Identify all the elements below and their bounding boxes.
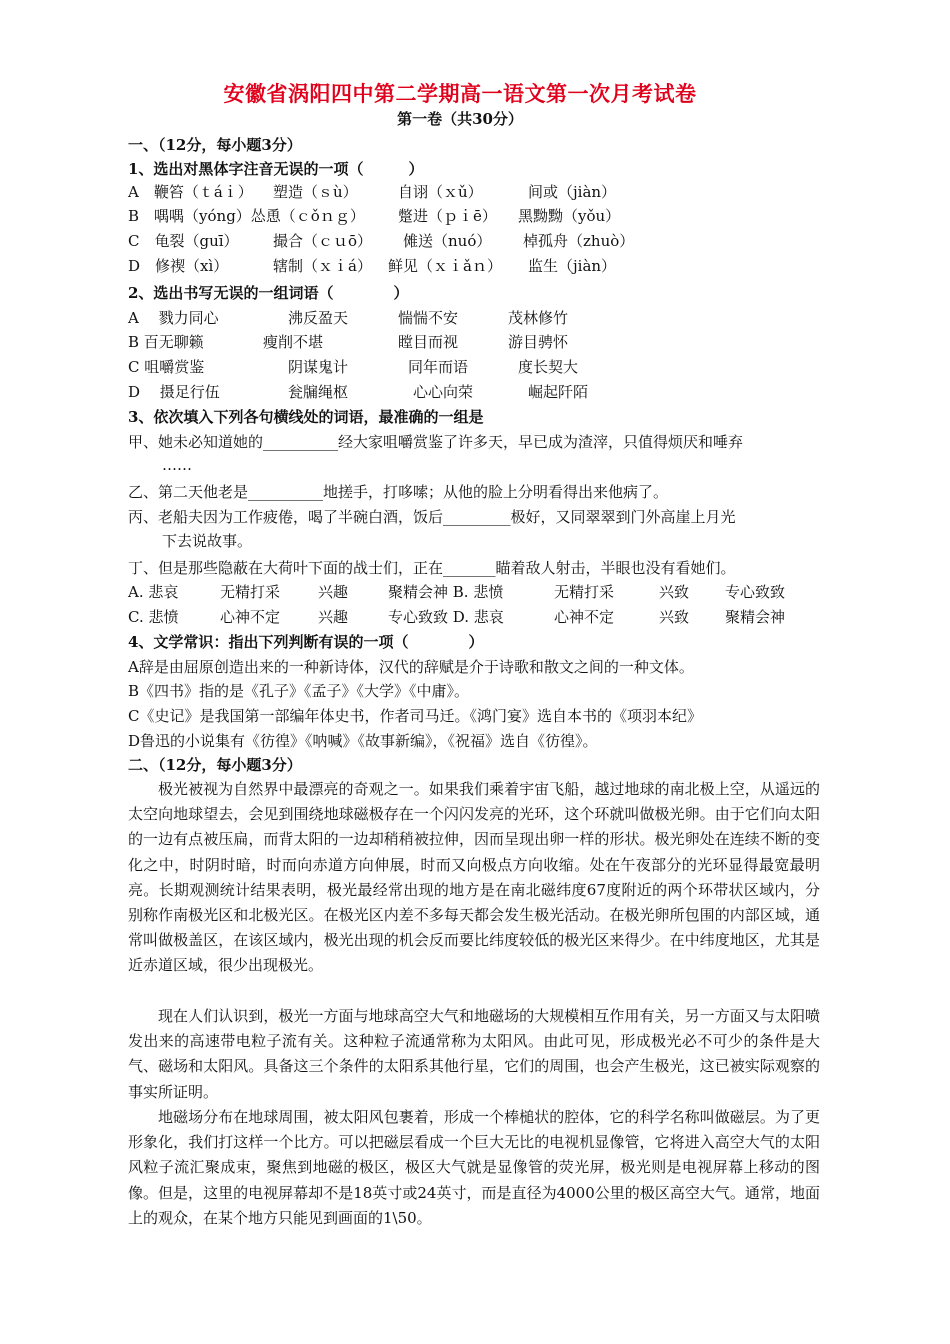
- q3-sentence-bing-cont: 下去说故事。: [162, 532, 253, 550]
- q2-c-item: C 咀嚼赏鉴: [128, 358, 205, 376]
- q1-option-d: [128, 254, 616, 278]
- q3-sentence-ding: 丁、但是那些隐蔽在大荷叶下面的战士们，正在_______瞄着敌人射击，半眼也没有看她们。: [128, 559, 736, 577]
- q2-d-item: D 摄足行伍: [128, 383, 220, 401]
- q3-opt: A. 悲哀: [128, 583, 179, 601]
- q1-a-item: A 鞭笞（ｔáｉ）: [128, 183, 253, 201]
- q4-option-c: C《史记》是我国第一部编年体史书，作者司马迁。《鸿门宴》选自本书的《项羽本纪》: [128, 707, 702, 725]
- q3-sentence-yi: 乙、第二天他老是__________地搓手，打哆嗦；从他的脸上分明看得出来他病了。: [128, 483, 669, 501]
- q3-options-ab: [128, 580, 785, 604]
- question-4-stem: 4、文学常识：指出下列判断有误的一项（ ）: [128, 633, 484, 651]
- q1-b-item: B 喁喁（yóng）怂恿（ｃǒｎｇ）: [128, 207, 365, 225]
- q4-option-a: A辞是由屈原创造出来的一种新诗体，汉代的辞赋是介于诗歌和散文之间的一种文体。: [128, 658, 694, 676]
- q1-c-item: 棹孤舟（zhuò）: [523, 232, 635, 250]
- q1-c-item: 傩送（nuó）: [403, 232, 492, 250]
- q1-option-c: [128, 229, 634, 253]
- q2-c-item: 同年而语: [408, 358, 469, 376]
- q2-a-item: 沸反盈天: [288, 309, 349, 327]
- q2-a-item: 茂林修竹: [508, 309, 569, 327]
- q2-b-item: B 百无聊籁: [128, 333, 204, 351]
- q2-b-item: 瞠目而视: [398, 333, 459, 351]
- section-1-heading: 一、（12分，每小题3分）: [128, 136, 302, 154]
- q3-opt: 兴致: [659, 583, 690, 601]
- q1-option-b: [128, 204, 620, 228]
- q3-sentence-jia: 甲、她未必知道她的__________经大家咀嚼赏鉴了许多天，早已成为渣滓，只值得烦厌和唾弃: [128, 433, 744, 451]
- q3-sentence-jia-cont: ……: [162, 456, 192, 474]
- q1-c-item: C 龟裂（guī）: [128, 232, 239, 250]
- q3-opt: 兴趣: [318, 583, 349, 601]
- q2-option-b: [128, 330, 568, 354]
- q3-opt: 无精打采: [554, 583, 615, 601]
- q2-b-item: 瘦削不堪: [263, 333, 324, 351]
- q1-d-item: 鲜见（ｘｉǎｎ）: [388, 257, 502, 275]
- q1-a-item: 间或（jiàn）: [528, 183, 617, 201]
- q2-a-item: 惴惴不安: [398, 309, 459, 327]
- reading-paragraph-1: 极光被视为自然界中最漂亮的奇观之一。如果我们乘着宇宙飞船，越过地球的南北极上空，从遥远的太空向地球望去，会见到围绕地球磁极存在一个闪闪发亮的光环，这个环就叫做极光卵。由于它们向太阳的一边有点被压扁，而背太阳的一边却稍稍被拉伸，因而呈现出卵一样的形状。极光卵处在连续不断的变化之中，时阴时暗，时而向赤道方向伸展，时而又向极点方向收缩。处在午夜部分的光环显得最宽最明亮。长期观测统计结果表明，极光最经常出现的地方是在南北磁纬度67度附近的两个环带状区域内，分别称作南极光区和北极光区。在极光区内差不多每天都会发生极光活动。在极光卵所包围的内部区域，通常叫做极盖区，在该区域内，极光出现的机会反而要比纬度较低的极光区来得少。在中纬度地区，尤其是近赤道区域，很少出现极光。: [128, 780, 820, 975]
- q2-option-c: [128, 355, 578, 379]
- question-1-stem: 1、选出对黑体字注音无误的一项（ ）: [128, 160, 424, 178]
- q2-b-item: 游目骋怀: [508, 333, 569, 351]
- q3-opt: 专心致致: [725, 583, 786, 601]
- q2-d-item: 崛起阡陌: [528, 383, 589, 401]
- q3-opt: 心神不定: [220, 608, 281, 626]
- question-2-stem: 2、选出书写无误的一组词语（ ）: [128, 284, 409, 302]
- q2-d-item: 瓮牖绳枢: [288, 383, 349, 401]
- reading-paragraph-2: 现在人们认识到，极光一方面与地球高空大气和地磁场的大规模相互作用有关，另一方面又与太阳喷发出来的高速带电粒子流有关。这种粒子流通常称为太阳风。由此可见，形成极光必不可少的条件是大气、磁场和太阳风。具备这三个条件的太阳系其他行星，它们的周围，也会产生极光，这已被实际观察的事实所证明。: [128, 1007, 820, 1101]
- q3-opt: 兴趣: [318, 608, 349, 626]
- q3-options-cd: [128, 605, 785, 629]
- question-3-stem: 3、依次填入下列各句横线处的词语，最准确的一组是: [128, 408, 484, 426]
- q1-b-item: 蹩进（ｐｉē）: [398, 207, 497, 225]
- q1-d-item: 监生（jiàn）: [528, 257, 617, 275]
- q2-option-a: [128, 306, 568, 330]
- q1-option-a: [128, 180, 616, 204]
- q2-c-item: 度长契大: [518, 358, 579, 376]
- q3-opt: 聚精会神 B. 悲愤: [388, 583, 504, 601]
- q2-option-d: [128, 380, 588, 404]
- q2-d-item: 心心向荣: [413, 383, 474, 401]
- q1-a-item: 自诩（ｘǔ）: [398, 183, 483, 201]
- q4-option-b: B《四书》指的是《孔子》《孟子》《大学》《中庸》。: [128, 682, 470, 700]
- q1-a-item: 塑造（ｓù）: [273, 183, 358, 201]
- q1-d-item: 辖制（ｘｉá）: [273, 257, 372, 275]
- q3-opt: C. 悲愤: [128, 608, 179, 626]
- q2-a-item: A 戮力同心: [128, 309, 219, 327]
- reading-paragraph-3: 地磁场分布在地球周围，被太阳风包裹着，形成一个棒槌状的腔体，它的科学名称叫做磁层。为了更形象化，我们打这样一个比方。可以把磁层看成一个巨大无比的电视机显像管，它将进入高空大气的太阳风粒子流汇聚成束，聚焦到地磁的极区，极区大气就是显像管的荧光屏，极光则是电视屏幕上移动的图像。但是，这里的电视屏幕却不是18英寸或24英寸，而是直径为4000公里的极区高空大气。通常，地面上的观众，在某个地方只能见到画面的1\50。: [128, 1108, 820, 1227]
- q1-b-item: 黑黝黝（yǒu）: [518, 207, 621, 225]
- page-title: 安徽省涡阳四中第二学期高一语文第一次月考试卷: [223, 81, 697, 106]
- section-2-heading: 二、（12分，每小题3分）: [128, 756, 302, 774]
- q3-opt: 无精打采: [220, 583, 281, 601]
- q1-d-item: D 修禊（xì）: [128, 257, 229, 275]
- q3-opt: 兴致: [659, 608, 690, 626]
- q3-opt: 心神不定: [554, 608, 615, 626]
- q3-opt: 专心致致 D. 悲哀: [388, 608, 504, 626]
- q1-c-item: 撮合（ｃｕō）: [273, 232, 373, 250]
- part-subtitle: 第一卷（共30分）: [397, 110, 523, 128]
- q3-sentence-bing: 丙、老船夫因为工作疲倦，喝了半碗白酒，饭后_________极好，又同翠翠到门外高崖上月光: [128, 508, 736, 526]
- q4-option-d: D鲁迅的小说集有《彷徨》《呐喊》《故事新编》，《祝福》选自《彷徨》。: [128, 732, 598, 750]
- q3-opt: 聚精会神: [725, 608, 786, 626]
- q2-c-item: 阴谋鬼计: [288, 358, 349, 376]
